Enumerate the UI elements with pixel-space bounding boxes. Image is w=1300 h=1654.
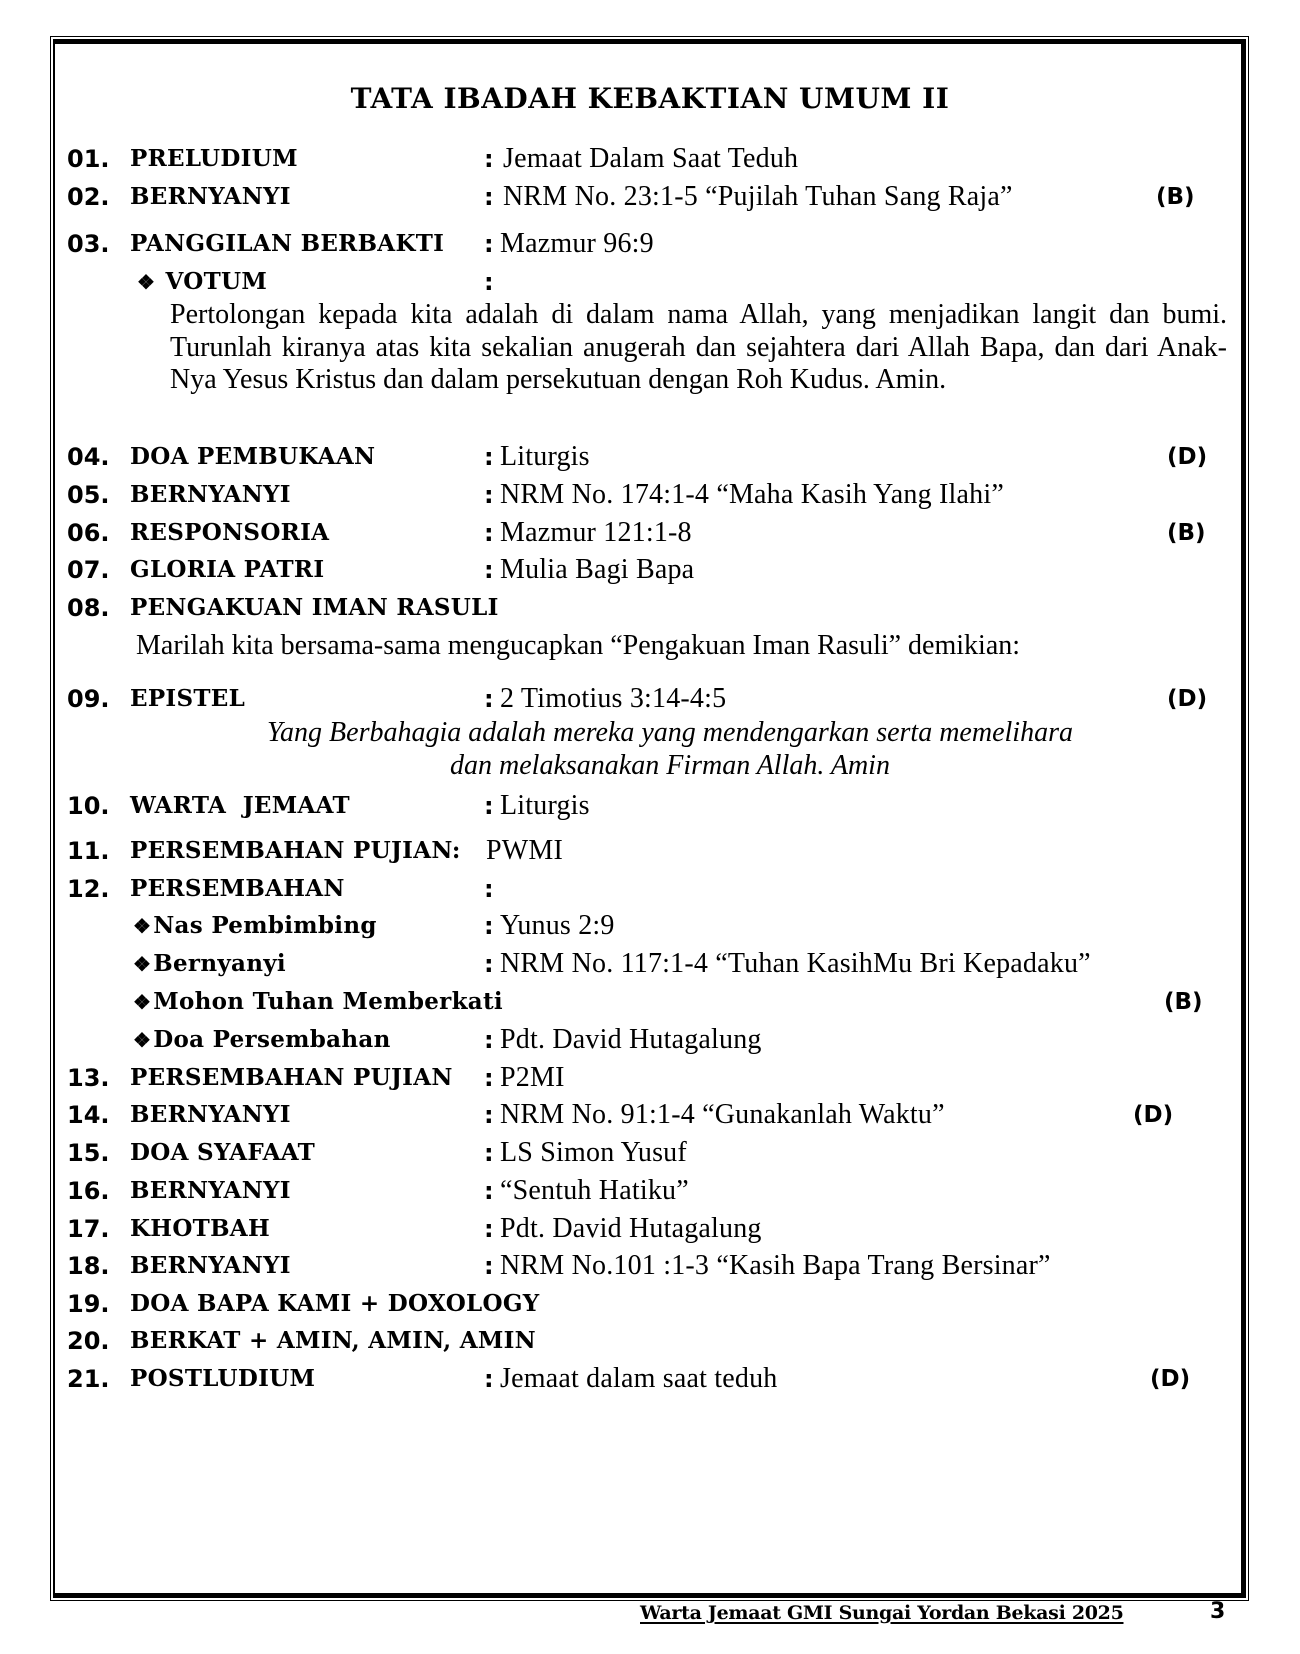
liturgy-item-04 xyxy=(0,440,1300,474)
item-value: NRM No.101 :1-3 “Kasih Bapa Trang Bersinar” xyxy=(500,1250,1051,1281)
item-colon: : xyxy=(484,685,494,713)
item-label: PENGAKUAN IMAN RASULI xyxy=(130,594,499,621)
item-mark: (D) xyxy=(1167,444,1208,470)
liturgy-item-12 xyxy=(0,872,1300,906)
item-label: BERNYANYI xyxy=(130,183,291,210)
item-label: BERNYANYI xyxy=(130,1177,291,1204)
item-number: 09. xyxy=(67,685,110,713)
votum-colon: : xyxy=(484,268,494,296)
liturgy-item-05 xyxy=(0,478,1300,512)
liturgy-item-10 xyxy=(0,789,1300,823)
offering-subitem xyxy=(0,947,1300,981)
page-title: TATA IBADAH KEBAKTIAN UMUM II xyxy=(350,82,950,115)
item-label: WARTA JEMAAT xyxy=(130,792,350,819)
item-label: BERNYANYI xyxy=(130,1252,291,1279)
item-colon: : xyxy=(484,1101,494,1129)
item-number: 01. xyxy=(67,145,110,173)
subitem-mark: (B) xyxy=(1164,989,1203,1015)
item-colon: : xyxy=(484,145,494,173)
offering-subitem xyxy=(0,985,1300,1019)
item-value: P2MI xyxy=(500,1062,565,1093)
item-label: DOA SYAFAAT xyxy=(130,1139,316,1166)
subitem-label: Nas Pembimbing xyxy=(153,912,377,939)
item-colon: : xyxy=(484,230,494,258)
item-label: PRELUDIUM xyxy=(130,145,298,172)
item-number: 05. xyxy=(67,481,110,509)
item-value: 2 Timotius 3:14-4:5 xyxy=(500,683,727,714)
item-value: LS Simon Yusuf xyxy=(500,1137,687,1168)
item-label: BERNYANYI xyxy=(130,1101,291,1128)
item-colon: : xyxy=(484,1252,494,1280)
item-colon: : xyxy=(484,519,494,547)
liturgy-item-11 xyxy=(0,834,1300,868)
item-mark: (D) xyxy=(1133,1102,1174,1128)
item-colon: : xyxy=(484,1215,494,1243)
subitem-label: Doa Persembahan xyxy=(153,1026,391,1053)
item-number: 08. xyxy=(67,594,110,622)
votum-text: Pertolongan kepada kita adalah di dalam nama Allah, yang menjadikan langit dan bumi. Turunlah kiranya atas kita sekalian anugerah dan sejahtera dari Allah Bapa, dan dari Anak-Nya Yesus Kristus dan dalam persekutuan dengan Roh Kudus. Amin. xyxy=(170,299,1227,395)
subitem-label-group xyxy=(133,947,286,981)
subitem-label: Mohon Tuhan Memberkati xyxy=(153,988,503,1015)
subitem-label: Bernyanyi xyxy=(153,950,286,977)
item-mark: (D) xyxy=(1167,686,1208,712)
liturgy-item-08 xyxy=(0,591,1300,625)
item-number: 07. xyxy=(67,556,110,584)
item-colon: : xyxy=(484,1177,494,1205)
liturgy-item-17 xyxy=(0,1212,1300,1246)
item-number: 12. xyxy=(67,875,110,903)
liturgy-item-18 xyxy=(0,1249,1300,1283)
item-label: POSTLUDIUM xyxy=(130,1365,316,1392)
item-number: 15. xyxy=(67,1139,110,1167)
votum-label-group xyxy=(137,265,267,299)
item-number: 03. xyxy=(67,230,110,258)
item-value: Mazmur 96:9 xyxy=(500,228,654,259)
item-number: 17. xyxy=(67,1215,110,1243)
item-label: PERSEMBAHAN PUJIAN: xyxy=(130,837,461,864)
item-value: “Sentuh Hatiku” xyxy=(500,1175,689,1206)
item-label: RESPONSORIA xyxy=(130,519,330,546)
footer-publication-title: Warta Jemaat GMI Sungai Yordan Bekasi 2025 xyxy=(640,1602,1124,1624)
item-number: 21. xyxy=(67,1365,110,1393)
liturgy-item-07 xyxy=(0,553,1300,587)
item-colon: : xyxy=(484,875,494,903)
item-colon: : xyxy=(484,556,494,584)
item-value: Jemaat Dalam Saat Teduh xyxy=(503,143,799,174)
item-number: 04. xyxy=(67,443,110,471)
subitem-label-group xyxy=(133,985,503,1019)
item-colon: : xyxy=(484,481,494,509)
item-colon: : xyxy=(484,183,494,211)
item-colon: : xyxy=(484,1064,494,1092)
item-label: KHOTBAH xyxy=(130,1215,270,1242)
votum-label: VOTUM xyxy=(165,268,268,295)
subitem-value: Yunus 2:9 xyxy=(500,910,615,941)
epistle-response-line-1: Yang Berbahagia adalah mereka yang mendengarkan serta memelihara xyxy=(267,717,1073,748)
item-label: BERKAT + AMIN, AMIN, AMIN xyxy=(130,1327,536,1354)
liturgy-item-19 xyxy=(0,1287,1300,1321)
liturgy-item-01 xyxy=(0,142,1300,176)
item-number: 18. xyxy=(67,1252,110,1280)
item-value: Liturgis xyxy=(500,441,590,472)
item-value: Jemaat dalam saat teduh xyxy=(500,1363,778,1394)
item-number: 11. xyxy=(67,837,110,865)
subitem-label-group xyxy=(133,1023,391,1057)
diamond-bullet-icon: ❖ xyxy=(133,914,152,938)
liturgy-item-06 xyxy=(0,516,1300,550)
item-number: 19. xyxy=(67,1290,110,1318)
item-colon: : xyxy=(484,443,494,471)
item-mark: (D) xyxy=(1150,1366,1191,1392)
item-number: 16. xyxy=(67,1177,110,1205)
liturgy-item-21 xyxy=(0,1362,1300,1396)
votum-heading xyxy=(0,265,1300,299)
item-value: NRM No. 91:1-4 “Gunakanlah Waktu” xyxy=(500,1099,945,1130)
liturgy-item-03 xyxy=(0,227,1300,261)
item-colon: : xyxy=(484,792,494,820)
item-label: PERSEMBAHAN PUJIAN xyxy=(130,1064,453,1091)
offering-subitem xyxy=(0,909,1300,943)
item-value: Pdt. David Hutagalung xyxy=(500,1213,762,1244)
item-value: PWMI xyxy=(486,835,564,866)
subitem-value: NRM No. 117:1-4 “Tuhan KasihMu Bri Kepadaku” xyxy=(500,948,1091,979)
liturgy-item-09 xyxy=(0,682,1300,716)
page-number: 3 xyxy=(1210,1599,1226,1624)
liturgy-item-02 xyxy=(0,180,1300,214)
creed-intro-text: Marilah kita bersama-sama mengucapkan “Pengakuan Iman Rasuli” demikian: xyxy=(136,630,1021,661)
item-number: 02. xyxy=(67,183,110,211)
item-colon: : xyxy=(484,1139,494,1167)
item-value: NRM No. 23:1-5 “Pujilah Tuhan Sang Raja” xyxy=(503,181,1013,212)
diamond-bullet-icon: ❖ xyxy=(133,990,152,1014)
item-value: Mazmur 121:1-8 xyxy=(500,517,692,548)
item-value: Liturgis xyxy=(500,790,590,821)
item-label: PERSEMBAHAN xyxy=(130,875,345,902)
item-colon: : xyxy=(484,1365,494,1393)
item-label: EPISTEL xyxy=(130,685,246,712)
item-label: BERNYANYI xyxy=(130,481,291,508)
item-value: NRM No. 174:1-4 “Maha Kasih Yang Ilahi” xyxy=(500,479,1004,510)
offering-subitem xyxy=(0,1023,1300,1057)
subitem-colon: : xyxy=(484,912,494,940)
liturgy-item-16 xyxy=(0,1174,1300,1208)
item-label: DOA BAPA KAMI + DOXOLOGY xyxy=(130,1290,540,1317)
item-number: 06. xyxy=(67,519,110,547)
item-label: PANGGILAN BERBAKTI xyxy=(130,230,445,257)
subitem-value: Pdt. David Hutagalung xyxy=(500,1024,762,1055)
diamond-bullet-icon: ❖ xyxy=(137,270,156,294)
item-label: GLORIA PATRI xyxy=(130,556,325,583)
liturgy-item-15 xyxy=(0,1136,1300,1170)
item-mark: (B) xyxy=(1156,184,1195,210)
diamond-bullet-icon: ❖ xyxy=(133,1028,152,1052)
item-mark: (B) xyxy=(1167,520,1206,546)
epistle-response-line-2: dan melaksanakan Firman Allah. Amin xyxy=(450,750,890,781)
item-number: 20. xyxy=(67,1327,110,1355)
item-number: 13. xyxy=(67,1064,110,1092)
item-number: 14. xyxy=(67,1101,110,1129)
subitem-colon: : xyxy=(484,950,494,978)
liturgy-item-14 xyxy=(0,1098,1300,1132)
item-label: DOA PEMBUKAAN xyxy=(130,443,376,470)
subitem-colon: : xyxy=(484,1026,494,1054)
item-number: 10. xyxy=(67,792,110,820)
subitem-label-group xyxy=(133,909,377,943)
liturgy-item-13 xyxy=(0,1061,1300,1095)
item-value: Mulia Bagi Bapa xyxy=(500,554,695,585)
liturgy-item-20 xyxy=(0,1324,1300,1358)
diamond-bullet-icon: ❖ xyxy=(133,952,152,976)
